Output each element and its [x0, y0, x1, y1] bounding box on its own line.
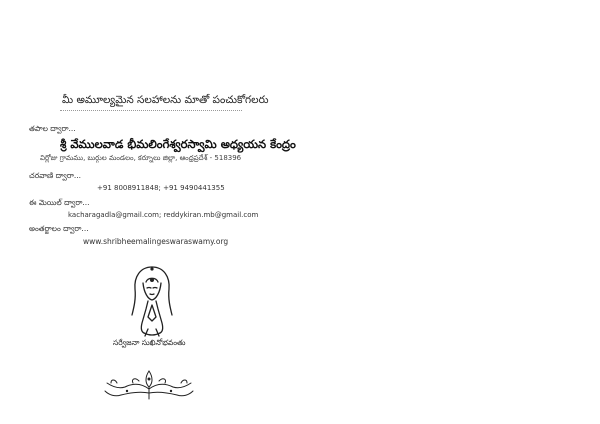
- phone-numbers: +91 8008911848; +91 9490441355: [97, 184, 225, 192]
- phone-label: చరవాణి ద్వారా...: [29, 171, 82, 180]
- postal-address: విర్లోజు గ్రామము, బుర్గుల మండలం, కర్నూలు జిల్లా, ఆంధ్రప్రదేశ్ - 518396: [40, 154, 242, 162]
- page-title: మీ అమూల్యమైన సలహాలను మాతో పంచుకోగలరు: [62, 94, 269, 106]
- title-divider: [60, 110, 242, 111]
- post-label: తపాల ద్వారా...: [29, 124, 76, 133]
- website-link[interactable]: www.shribheemalingeswaraswamy.org: [83, 237, 229, 246]
- center-name: శ్రీ వేములవాడ భీమలింగేశ్వరస్వామి అధ్యయన కేంద్రం: [60, 137, 296, 151]
- blessing-text: సర్వేజనా సుఖినోభవంతు: [113, 338, 186, 347]
- email-addresses[interactable]: kacharagadla@gmail.com; reddykiran.mb@gmail.com: [68, 211, 259, 219]
- email-label: ఈ మెయిల్ ద్వారా...: [29, 198, 90, 207]
- praying-figure-illustration: [128, 263, 176, 339]
- web-label: అంతర్జాలం ద్వారా...: [29, 224, 89, 233]
- ornament-divider-icon: [103, 369, 195, 401]
